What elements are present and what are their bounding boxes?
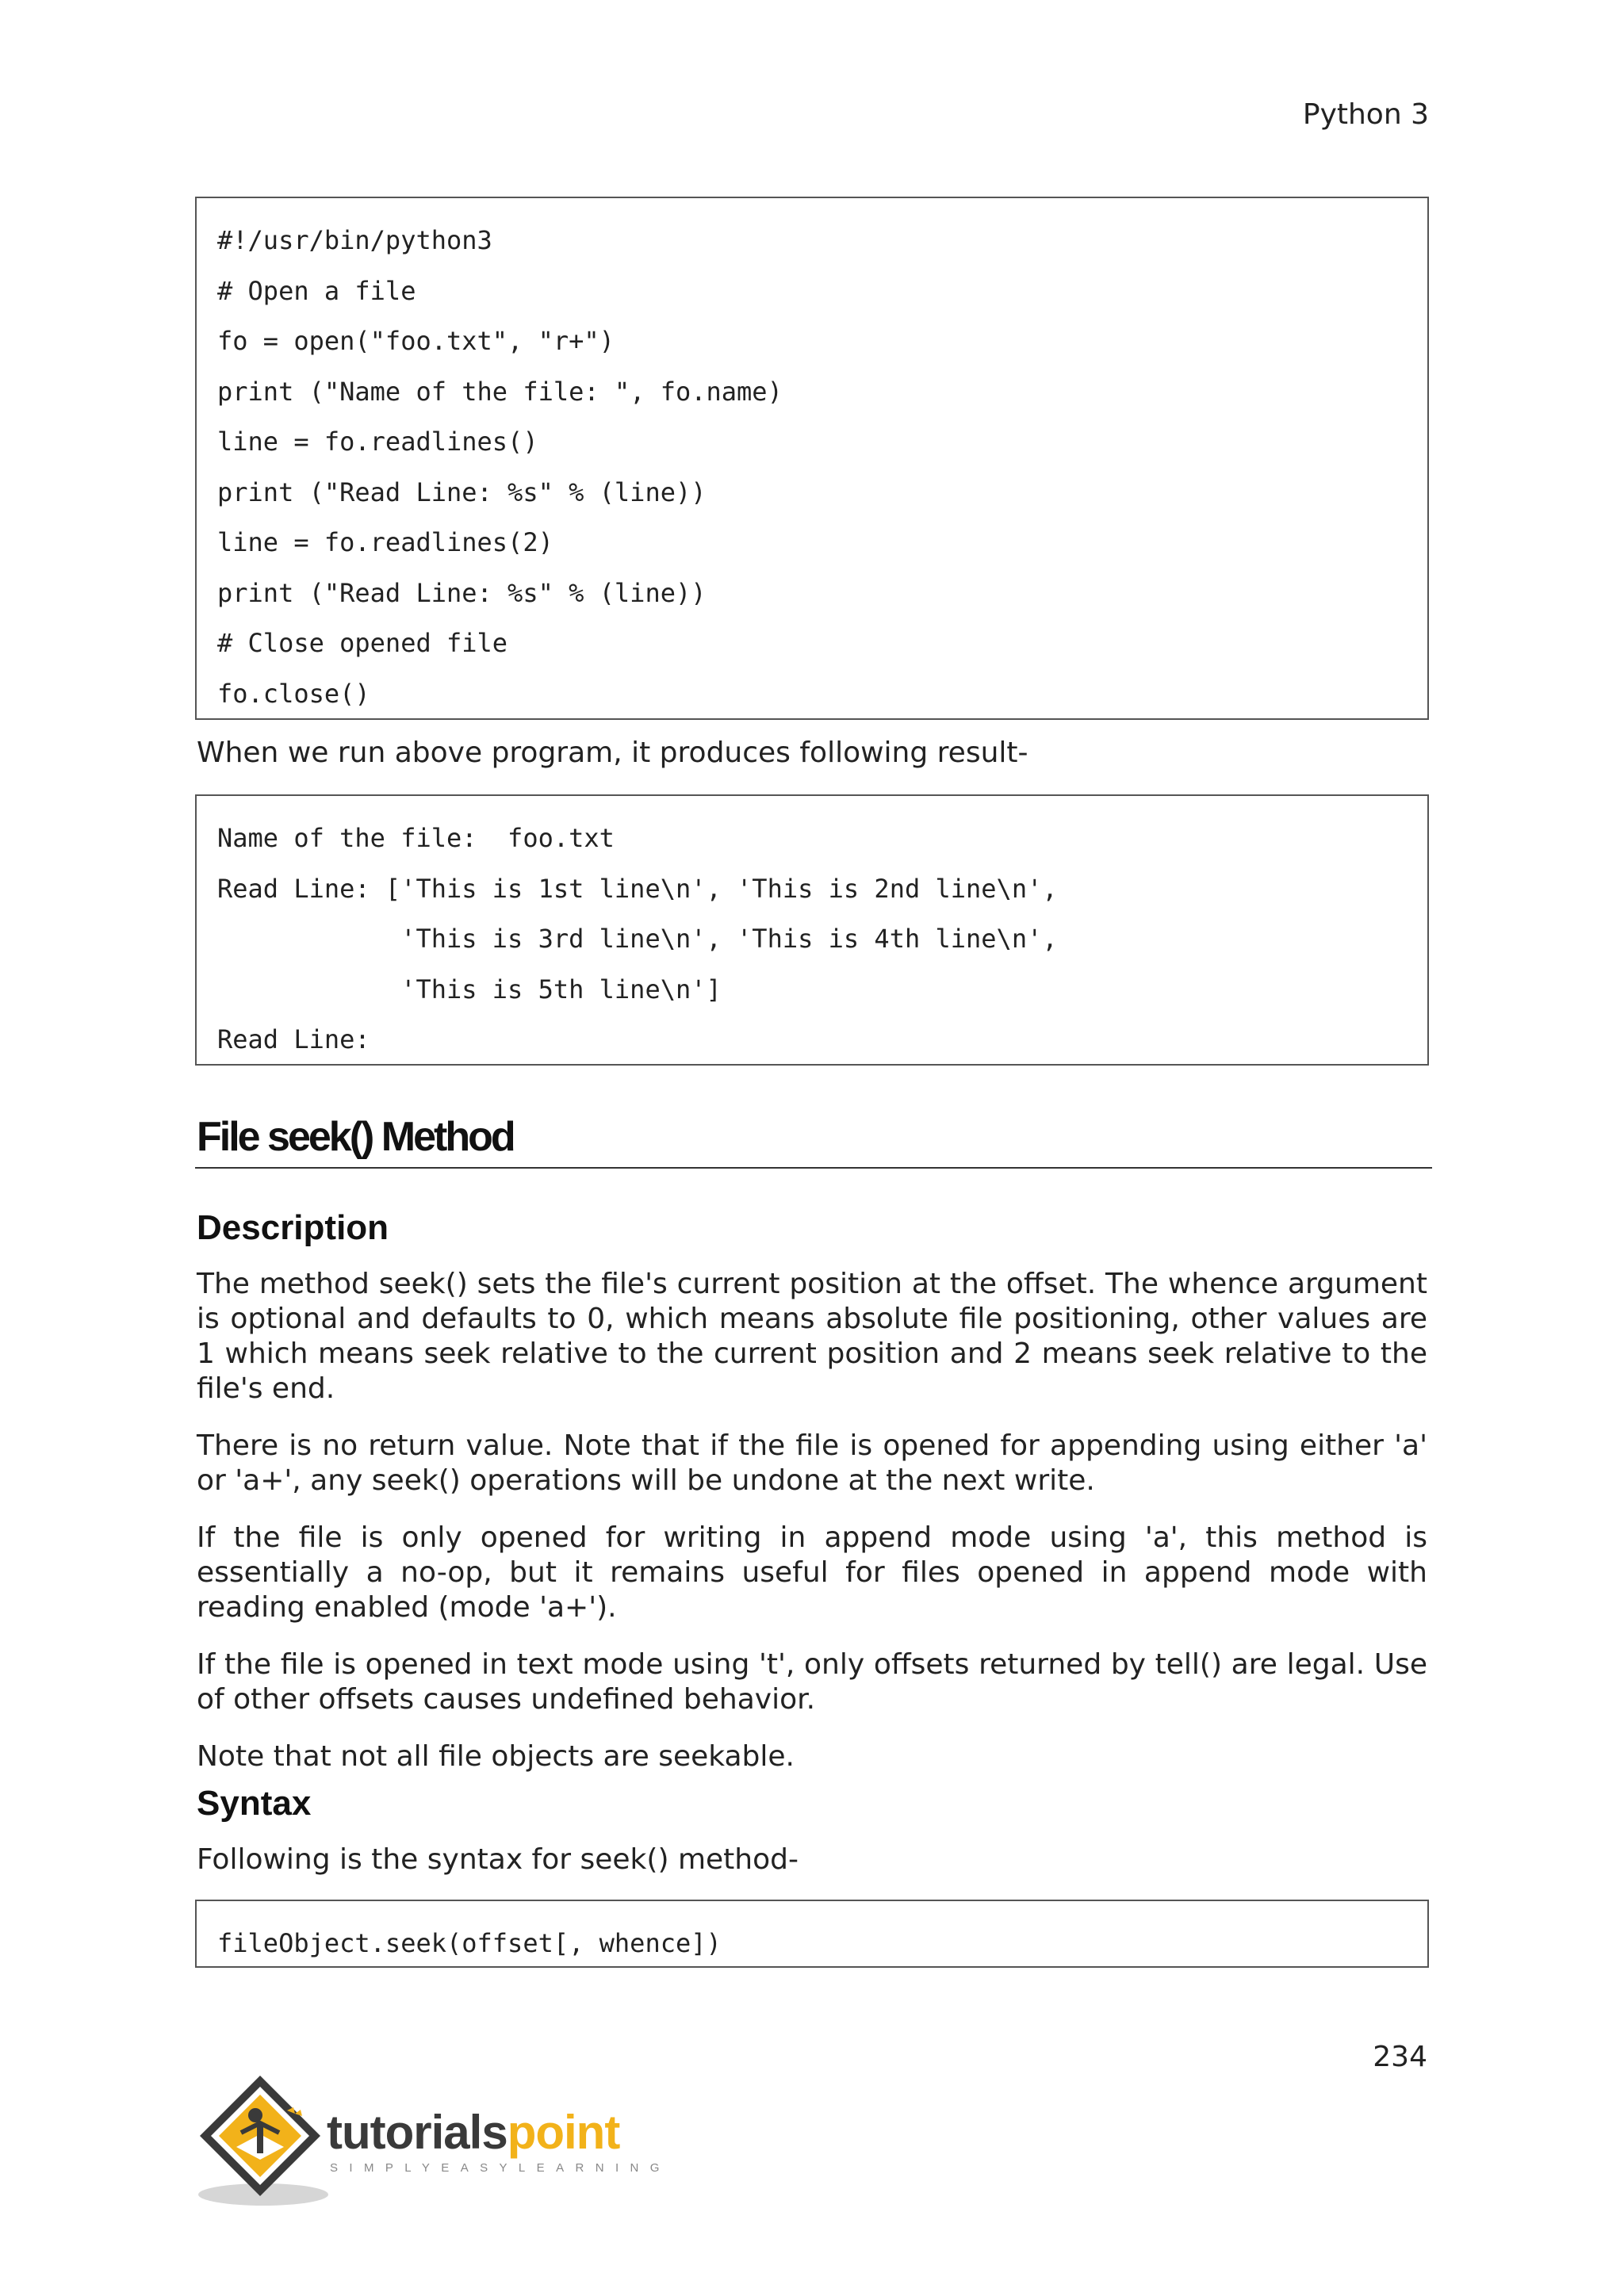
- section-title-rule: [195, 1167, 1432, 1169]
- code-line: print ("Name of the file: ", fo.name): [217, 376, 783, 407]
- code-line: #!/usr/bin/python3: [217, 225, 492, 255]
- output-line: 'This is 3rd line\n', 'This is 4th line\n',: [217, 924, 1058, 954]
- code-line: line = fo.readlines(2): [217, 527, 553, 557]
- intro-text: When we run above program, it produces following result-: [197, 737, 1028, 769]
- tutorialspoint-logo: [193, 2071, 669, 2214]
- paragraph: There is no return value. Note that if the file is opened for appending using either 'a' or 'a+', any seek() operations will be undone at the next write.: [197, 1429, 1427, 1497]
- code-line: line = fo.readlines(): [217, 427, 538, 457]
- code-line: fo = open("foo.txt", "r+"): [217, 326, 615, 356]
- description-body: [197, 1267, 1427, 1797]
- code-line: fo.close(): [217, 678, 370, 709]
- syntax-heading: Syntax: [197, 1784, 312, 1823]
- code-line: print ("Read Line: %s" % (line)): [217, 476, 707, 507]
- paragraph: If the file is only opened for writing in append mode using 'a', this method is essentially a no-op, but it remains useful for files opened in append mode with reading enabled (mode 'a+').: [197, 1521, 1427, 1624]
- code-line: # Close opened file: [217, 628, 508, 658]
- section-title: File seek() Method: [197, 1114, 514, 1160]
- paragraph: Note that not all file objects are seekable.: [197, 1740, 795, 1773]
- syntax-code-line: fileObject.seek(offset[, whence]): [217, 1928, 722, 1958]
- logo-word-point: point: [507, 2106, 620, 2159]
- logo-wordmark: [327, 2106, 620, 2159]
- page-number: 234: [1373, 2041, 1427, 2073]
- logo-tagline: SIMPLYEASYLEARNING: [330, 2161, 671, 2175]
- output-line: Read Line: ['This is 1st line\n', 'This is 2nd line\n',: [217, 873, 1058, 904]
- logo-emblem-icon: [193, 2071, 328, 2214]
- code-line: print ("Read Line: %s" % (line)): [217, 577, 707, 608]
- output-line: 'This is 5th line\n']: [217, 974, 722, 1004]
- description-heading: Description: [197, 1208, 389, 1247]
- logo-word-tutorials: tutorials: [327, 2106, 508, 2159]
- code-block: [195, 197, 1429, 720]
- paragraph: If the file is opened in text mode using 't', only offsets returned by tell() are legal. Use of other offsets causes undefined behavior.: [197, 1648, 1427, 1716]
- output-line: Name of the file: foo.txt: [217, 823, 615, 853]
- syntax-code-block: [195, 1900, 1429, 1968]
- syntax-intro: Following is the syntax for seek() method-: [197, 1843, 799, 1876]
- code-line: # Open a file: [217, 275, 416, 306]
- output-line: Read Line:: [217, 1024, 370, 1054]
- paragraph: The method seek() sets the file's current position at the offset. The whence argument is optional and defaults to 0, which means absolute file positioning, other values are 1 which means seek relative to the current position and 2 means seek relative to the file's end.: [197, 1268, 1427, 1405]
- header-title: Python 3: [1302, 98, 1429, 131]
- output-block: [195, 794, 1429, 1066]
